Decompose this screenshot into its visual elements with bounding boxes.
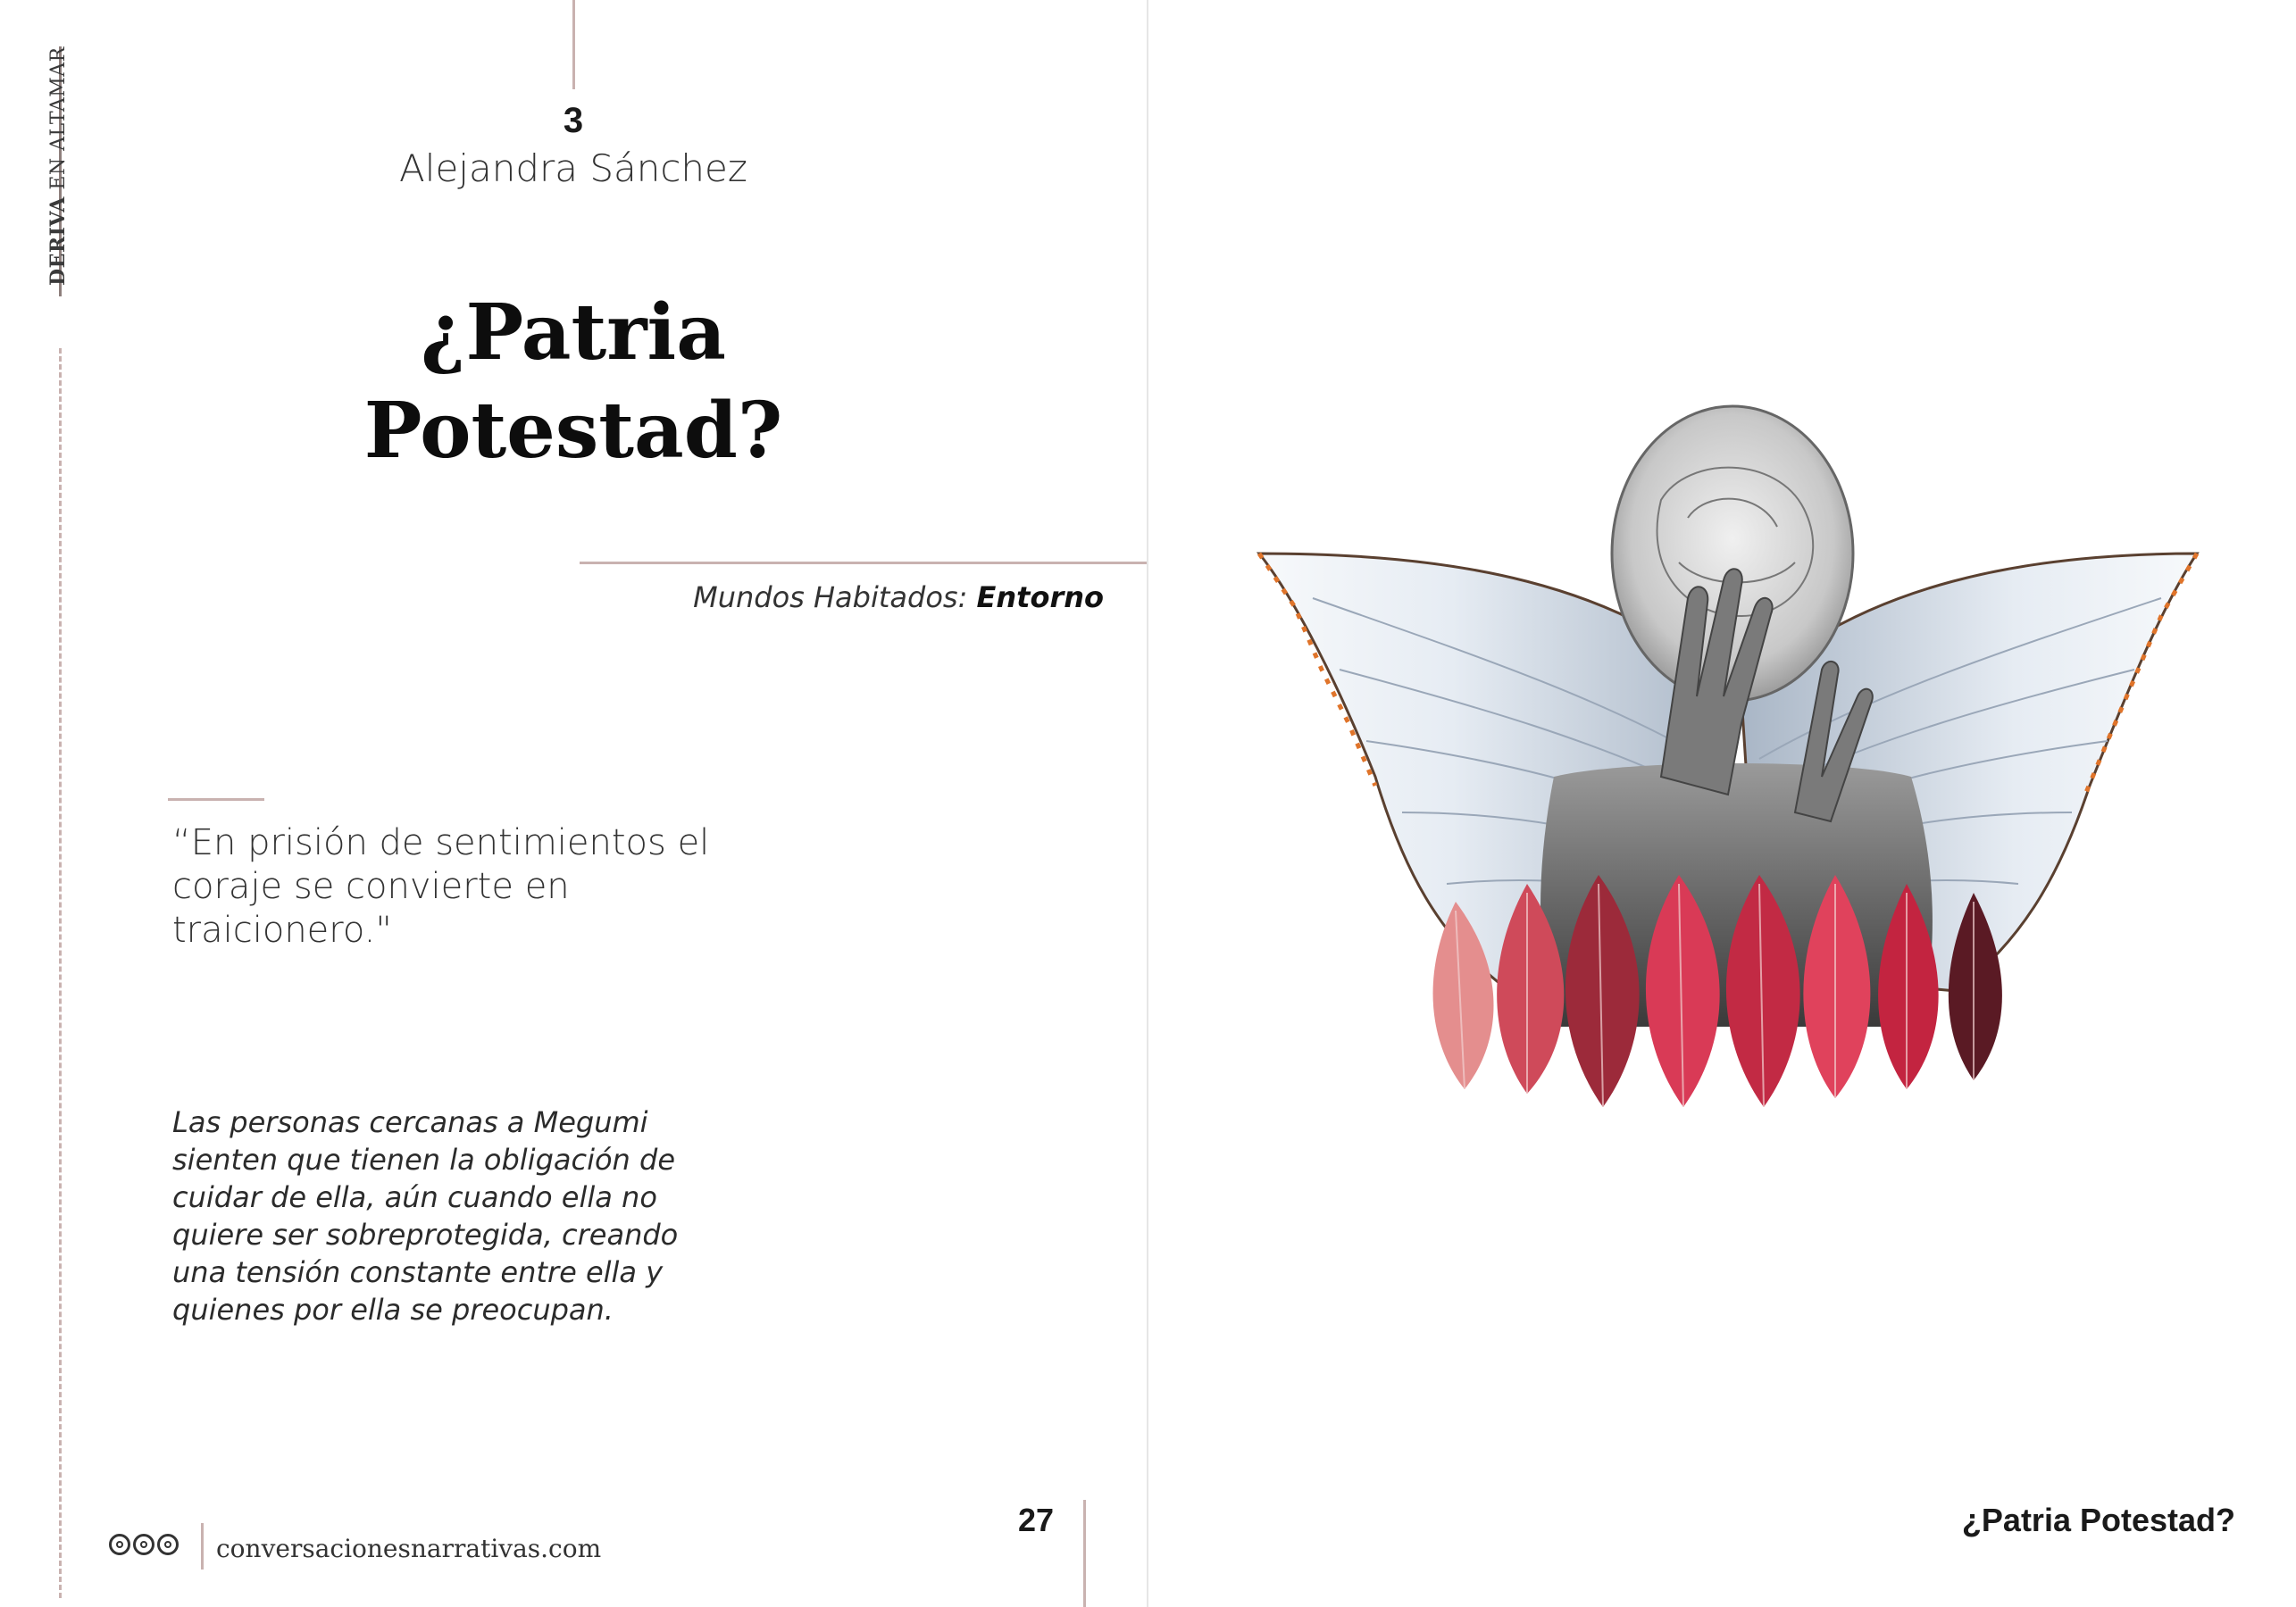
category-value: Entorno [976,580,1104,614]
page-number: 27 [1017,1502,1054,1538]
top-rule [572,0,575,89]
running-title: ¿Patria Potestad? [1961,1502,2235,1538]
quote-rule [168,798,264,801]
circle-icon [109,1534,130,1555]
category-label: Mundos Habitados: [693,580,977,614]
footer-separator [201,1523,204,1570]
page-title [0,284,1147,480]
title-line-1: ¿Patria [421,287,726,378]
circle-icon [133,1534,154,1555]
dashed-edge-rule [59,348,62,1598]
category-line [693,580,1104,614]
collage-illustration [1241,402,2206,1205]
page-number-rule [1083,1500,1086,1607]
brand-bold: DERIVA [46,196,70,286]
description-text: Las personas cercanas a Megumi sienten que tienen la obligación de cuidar de ella, aún cuando ella no quiere ser sobreprotegida, creando una tensión constante entre ella y quienes por ella se preocupan. [172,1105,679,1327]
circle-icon [157,1534,179,1555]
head-engraving [1612,406,1853,701]
three-circles-logo-icon [109,1534,179,1555]
author-name: Alejandra Sánchez [399,146,747,190]
section-rule [580,562,1148,564]
brand-rest: EN ALTAMAR [47,46,70,197]
page-gutter [1147,0,1148,1607]
footer-url[interactable]: conversacionesnarrativas.com [216,1534,602,1563]
pull-quote: “En prisión de sentimientos el coraje se convierte en traicionero." [172,822,710,951]
chapter-number: 3 [563,101,584,140]
title-line-2: Potestad? [363,386,783,476]
